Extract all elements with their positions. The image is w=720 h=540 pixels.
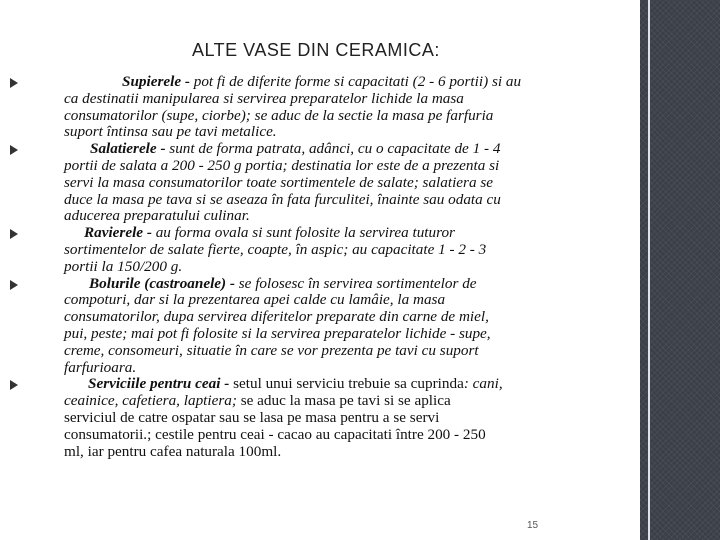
text-segment: : cani, xyxy=(463,375,503,393)
text-line: pot fi de diferite forme si capacitati (2 - 6 portii) si au xyxy=(189,73,522,90)
text-line: duce la masa pe tava si se aseaza în fata furculitei, înainte sau odata cu xyxy=(64,190,501,208)
text-segment: ceainice, cafetiera, laptiera; xyxy=(64,392,237,410)
text-line: creme, consomeuri, situatie în care se vor prezenta pe tavi cu suport xyxy=(64,341,479,359)
text-segment: setul unui serviciu trebuie sa cuprinda xyxy=(229,375,464,393)
text-line: farfurioara. xyxy=(64,358,137,376)
arrow-bullet-icon xyxy=(10,380,18,390)
text-line: sortimentelor de salate fierte, coapte, în aspic; au capacitate 1 - 2 - 3 xyxy=(64,240,487,258)
text-line: sunt de forma patrata, adânci, cu o capacitate de 1 - 4 xyxy=(165,140,501,158)
text-line: portii la 150/200 g. xyxy=(64,257,183,275)
text-line: se folosesc în servirea sortimentelor de xyxy=(234,274,477,292)
decorative-side-panel xyxy=(640,0,720,540)
decorative-side-line xyxy=(648,0,650,540)
bullet-item-supierele xyxy=(60,74,620,141)
text-line: consumatorilor, dupa servirea diferitelor preparate din carne de miel, xyxy=(64,308,489,326)
text-line: compoturi, dar si la prezentarea apei calde cu lamâie, la masa xyxy=(64,291,446,309)
text-line: portii de salata a 200 - 250 g portia; destinatia lor este de a prezenta si xyxy=(64,156,500,174)
arrow-bullet-icon xyxy=(10,229,18,239)
text-line: au forma ovala si sunt folosite la servirea tuturor xyxy=(151,224,455,242)
arrow-bullet-icon xyxy=(10,145,18,155)
text-line: aducerea preparatului culinar. xyxy=(64,207,250,225)
page-number: 15 xyxy=(527,520,539,531)
term-supierele: Supierele - xyxy=(122,73,190,90)
text-line: consumatorilor (supe, ciorbe); se aduc de la sectie la masa pe farfuria xyxy=(64,106,494,124)
term-servicii-ceai: Serviciile pentru ceai - xyxy=(88,375,230,393)
slide-title: ALTE VASE DIN CERAMICA: xyxy=(192,40,440,60)
text-line: pui, peste; mai pot fi folosite si la servirea preparatelor lichide - supe, xyxy=(64,324,491,342)
bullet-item-ravierele xyxy=(60,225,620,275)
text-line: consumatorii.; cestile pentru ceai - cacao au capacitati între 200 - 250 xyxy=(64,425,486,443)
text-line: serviciul de catre ospatar sau se lasa pe masa pentru a se servi xyxy=(64,408,440,426)
text-line: servi la masa consumatorilor toate sortimentele de salate; salatiera se xyxy=(64,173,494,191)
bullet-item-salatierele xyxy=(60,141,620,225)
arrow-bullet-icon xyxy=(10,78,18,88)
text-line: ml, iar pentru cafea naturala 100ml. xyxy=(64,442,282,460)
text-line: suport întinsa sau pe tavi metalice. xyxy=(64,123,277,141)
bullet-list xyxy=(60,74,620,460)
text-segment: se aduc la masa pe tavi si se aplica xyxy=(236,392,451,410)
term-bolurile: Bolurile (castroanele) - xyxy=(89,274,235,292)
bullet-item-servicii-ceai xyxy=(60,376,620,460)
term-ravierele: Ravierele - xyxy=(84,224,152,242)
term-salatierele: Salatierele - xyxy=(90,140,166,158)
bullet-item-bolurile xyxy=(60,276,620,377)
text-line: ca destinatii manipularea si servirea preparatelor lichide la masa xyxy=(64,89,464,107)
arrow-bullet-icon xyxy=(10,280,18,290)
